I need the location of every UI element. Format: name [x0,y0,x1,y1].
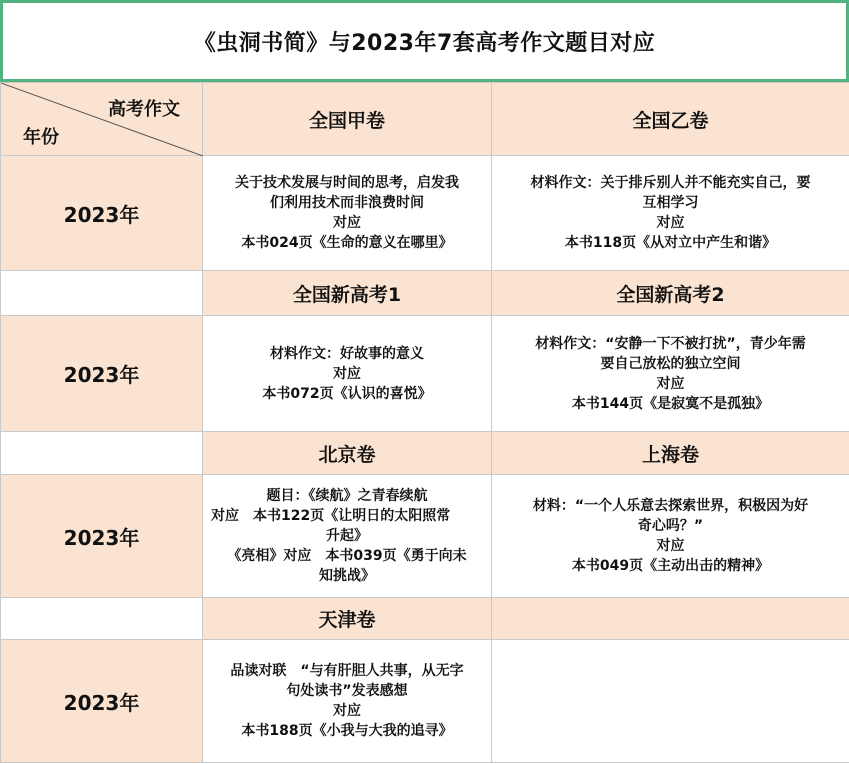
page-title: 《虫洞书简》与2023年7套高考作文题目对应 [193,30,656,56]
cell-line: 升起》 [326,528,368,544]
exam-header: 上海卷 [492,432,849,475]
cell-line: 品读对联 “与有肝胆人共事，从无字 [230,663,464,679]
year-cell: 2023年 [1,640,203,763]
cell-line: 本书144页《是寂寞不是孤独》 [571,395,770,412]
essay-cell [492,156,849,271]
header-row [1,598,849,640]
cell-line: 对应 [656,215,685,231]
cell-line: 本书024页《生命的意义在哪里》 [241,235,453,251]
cell-line: 要自己放松的独立空间 [600,355,741,372]
cell-line: 材料作文：关于排斥别人并不能充实自己，要 [530,175,811,191]
empty-cell [1,271,203,316]
exam-header-empty [492,598,849,640]
header-row [1,271,849,316]
cell-line: 对应 [333,215,361,231]
content-row [1,316,849,432]
cell-line: 关于技术发展与时间的思考，启发我 [235,175,459,191]
exam-header: 全国新高考1 [203,271,492,316]
year-cell: 2023年 [1,475,203,598]
content-row [1,156,849,271]
exam-header: 全国新高考2 [492,271,849,316]
cell-line: 材料作文：好故事的意义 [270,345,424,362]
cell-line: 《亮相》对应 本书039页《勇于向未 [227,548,467,564]
title-banner [0,0,849,82]
exam-header: 全国乙卷 [492,83,849,156]
cell-line: 对应 [333,703,361,719]
cell-line: 互相学习 [642,195,699,211]
essay-cell [203,156,492,271]
cell-line: 本书188页《小我与大我的追寻》 [241,723,453,739]
cell-line: 知挑战》 [319,568,375,584]
essay-cell [203,640,492,763]
essay-cell [492,316,849,432]
cell-line: 对应 本书122页《让明日的太阳照常 [211,508,451,524]
corner-label-year: 年份 [23,127,59,148]
essay-cell [203,475,492,598]
cell-line: 对应 [656,538,685,554]
cell-line: 材料：“一个人乐意去探索世界，积极因为好 [532,498,809,514]
cell-line: 本书118页《从对立中产生和谐》 [564,235,777,251]
header-row [1,83,849,156]
exam-header: 全国甲卷 [203,83,492,156]
cell-line: 们利用技术而非浪费时间 [270,195,424,211]
content-row [1,640,849,763]
cell-line: 句处读书”发表感想 [286,683,408,699]
exam-header: 北京卷 [203,432,492,475]
cell-line: 材料作文：“安静一下不被打扰”，青少年需 [535,335,806,352]
cell-line: 本书049页《主动出击的精神》 [571,558,770,574]
header-row [1,432,849,475]
cell-line: 本书072页《认识的喜悦》 [262,385,432,402]
content-row [1,475,849,598]
mapping-table [0,82,849,763]
exam-header: 天津卷 [203,598,492,640]
corner-label-essay: 高考作文 [108,99,180,120]
empty-cell [1,598,203,640]
essay-cell [203,316,492,432]
year-cell: 2023年 [1,316,203,432]
cell-line: 题目：《续航》之青春续航 [266,488,428,504]
cell-line: 对应 [333,365,361,382]
cell-line: 奇心吗？” [637,518,704,534]
essay-cell [492,475,849,598]
cell-line: 对应 [656,375,685,392]
corner-cell [1,83,203,156]
empty-cell [1,432,203,475]
empty-essay-cell [492,640,849,763]
year-cell: 2023年 [1,156,203,271]
